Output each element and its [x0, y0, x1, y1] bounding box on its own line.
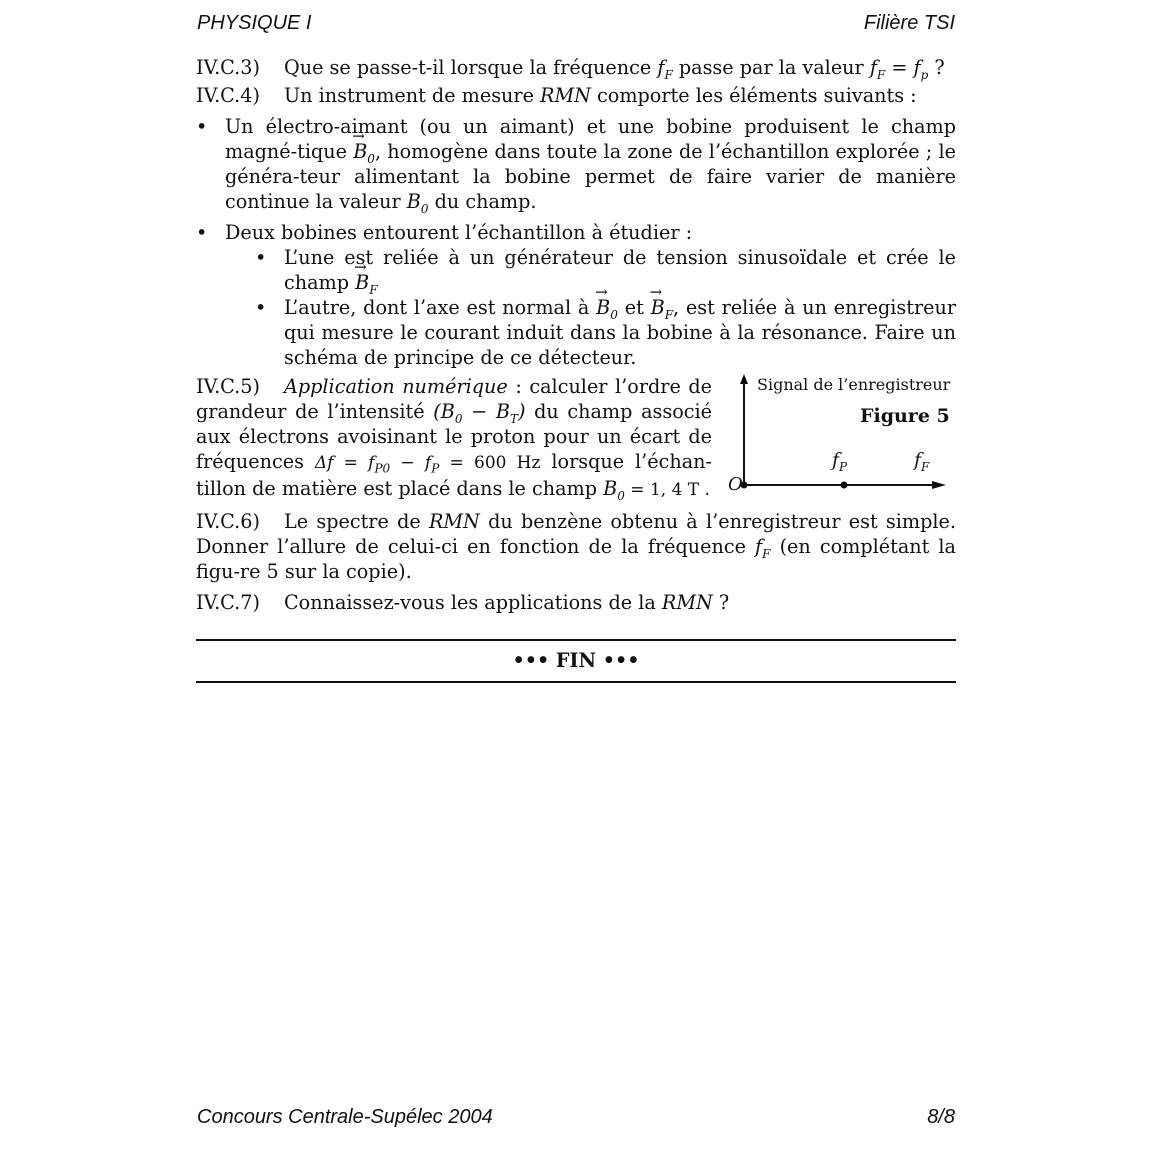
math-rmn: RMN: [428, 510, 480, 533]
math-fF: $f_F$: [755, 535, 771, 561]
question-number: IV.C.4): [196, 84, 260, 107]
bullet-icon: •: [196, 115, 208, 138]
question-number: IV.C.3): [196, 56, 260, 79]
math-vector-BF: → $B_F$: [651, 295, 673, 320]
label-sub: P: [839, 459, 848, 474]
header-left: PHYSIQUE I: [197, 12, 312, 34]
question-text: comporte les éléments suivants :: [590, 84, 917, 107]
question-text: (en complétant la figu-re 5 sur la copie).: [196, 535, 956, 583]
question-text: Connaissez-vous les applications de la: [284, 591, 662, 614]
question-number: IV.C.6): [196, 510, 260, 533]
question-number: IV.C.5): [196, 375, 260, 398]
bullet-item: [196, 114, 956, 214]
bullet-text: , est reliée à un enregistreur qui mesure le courant induit dans la bobine à la résonance. Faire un schéma de principe de ce détecteur.: [284, 296, 956, 369]
math-vector-B0: → $B_0$: [353, 139, 375, 164]
question-text: ?: [712, 591, 730, 614]
footer-right: 8/8: [927, 1106, 955, 1128]
question-ivc4: [196, 83, 956, 108]
question-text: lorsque l’échan-tillon de matière est placé dans le champ: [196, 450, 713, 500]
y-axis-arrow-icon: [740, 374, 748, 384]
question-number: IV.C.7): [196, 591, 260, 614]
label-text: f: [914, 449, 922, 471]
question-text: du champ associé aux électrons avoisinant le proton pour un écart de fréquences: [196, 400, 712, 473]
fp-point: [841, 482, 848, 489]
math-fF-eq-fp: $f_F = f_p$: [869, 56, 929, 82]
bullet-text: Deux bobines entourent l’échantillon à étudier :: [225, 221, 693, 244]
label-sub: F: [921, 459, 930, 474]
header-right: Filière TSI: [863, 12, 955, 34]
figure-origin-label: O: [728, 474, 743, 495]
bullet-icon: •: [255, 296, 267, 319]
fin-label: ••• FIN •••: [512, 649, 640, 672]
figure-5: [712, 374, 956, 505]
question-ivc6: [196, 509, 956, 584]
sub-bullet-item: [255, 295, 956, 370]
math-vector-B0: → $B_0$: [596, 295, 618, 320]
x-axis-arrow-icon: [932, 481, 946, 489]
question-text: Application numérique: [284, 375, 508, 398]
figure-ylabel: Signal de l’enregistreur: [757, 375, 951, 394]
page-content: [196, 52, 956, 683]
figure-ff-label: [914, 448, 929, 473]
question-text: du benzène obtenu à l’enregistreur est simple. Donner l’allure de celui-ci en fonction de la fréquence: [196, 510, 956, 558]
bullet-text: , homogène dans toute la zone de l’échantillon explorée ; le généra-teur alimentant la bobine permet de faire varier de manière continue la valeur: [225, 140, 956, 213]
divider-top: [196, 639, 956, 641]
figure-title: Figure 5: [860, 405, 950, 427]
question-ivc3: [196, 55, 956, 80]
bullet-icon: •: [255, 246, 267, 269]
question-text: Un instrument de mesure: [284, 84, 541, 107]
question-text: ?: [928, 56, 945, 79]
math-B0-minus-BT: $(B_0 - B_T)$: [433, 400, 526, 426]
bullet-item: [196, 220, 956, 245]
math-B0: $B_0$: [603, 477, 625, 503]
math-value: = 1, 4 T .: [624, 480, 710, 500]
question-text: passe par la valeur: [672, 56, 870, 79]
math-B0: $B_0$: [406, 190, 429, 216]
footer-left: Concours Centrale-Supélec 2004: [197, 1106, 493, 1128]
math-delta-text: Δf = f: [314, 453, 375, 473]
question-ivc5: [196, 374, 956, 505]
divider-bottom: [196, 681, 956, 683]
question-text: : calculer l’ordre de grandeur de l’intensité: [196, 375, 713, 423]
bullet-text: L’autre, dont l’axe est normal à: [284, 296, 597, 319]
bullet-text: Un électro-aimant (ou un aimant) et une bobine produisent le champ magné-tique: [225, 115, 956, 163]
bullet-text: et: [617, 296, 651, 319]
math-delta-f: $\Delta f = f_{P0} - f_P$: [314, 453, 440, 476]
math-value: = 600 Hz: [439, 453, 541, 473]
question-ivc7: [196, 590, 956, 615]
label-text: f: [832, 449, 840, 471]
math-rmn: RMN: [540, 84, 591, 107]
bullet-text: du champ.: [428, 190, 537, 213]
math-fF: $f_F$: [657, 56, 673, 82]
math-rmn: RMN: [661, 591, 713, 614]
figure-fp-label: [832, 448, 847, 473]
bullet-text: L’une est reliée à un générateur de tension sinusoïdale et crée le champ: [284, 246, 956, 294]
bullet-icon: •: [196, 221, 208, 244]
math-vector-BF: → $B_F$: [355, 270, 377, 295]
question-text: Que se passe-t-il lorsque la fréquence: [284, 56, 658, 79]
question-text: Le spectre de: [284, 510, 429, 533]
